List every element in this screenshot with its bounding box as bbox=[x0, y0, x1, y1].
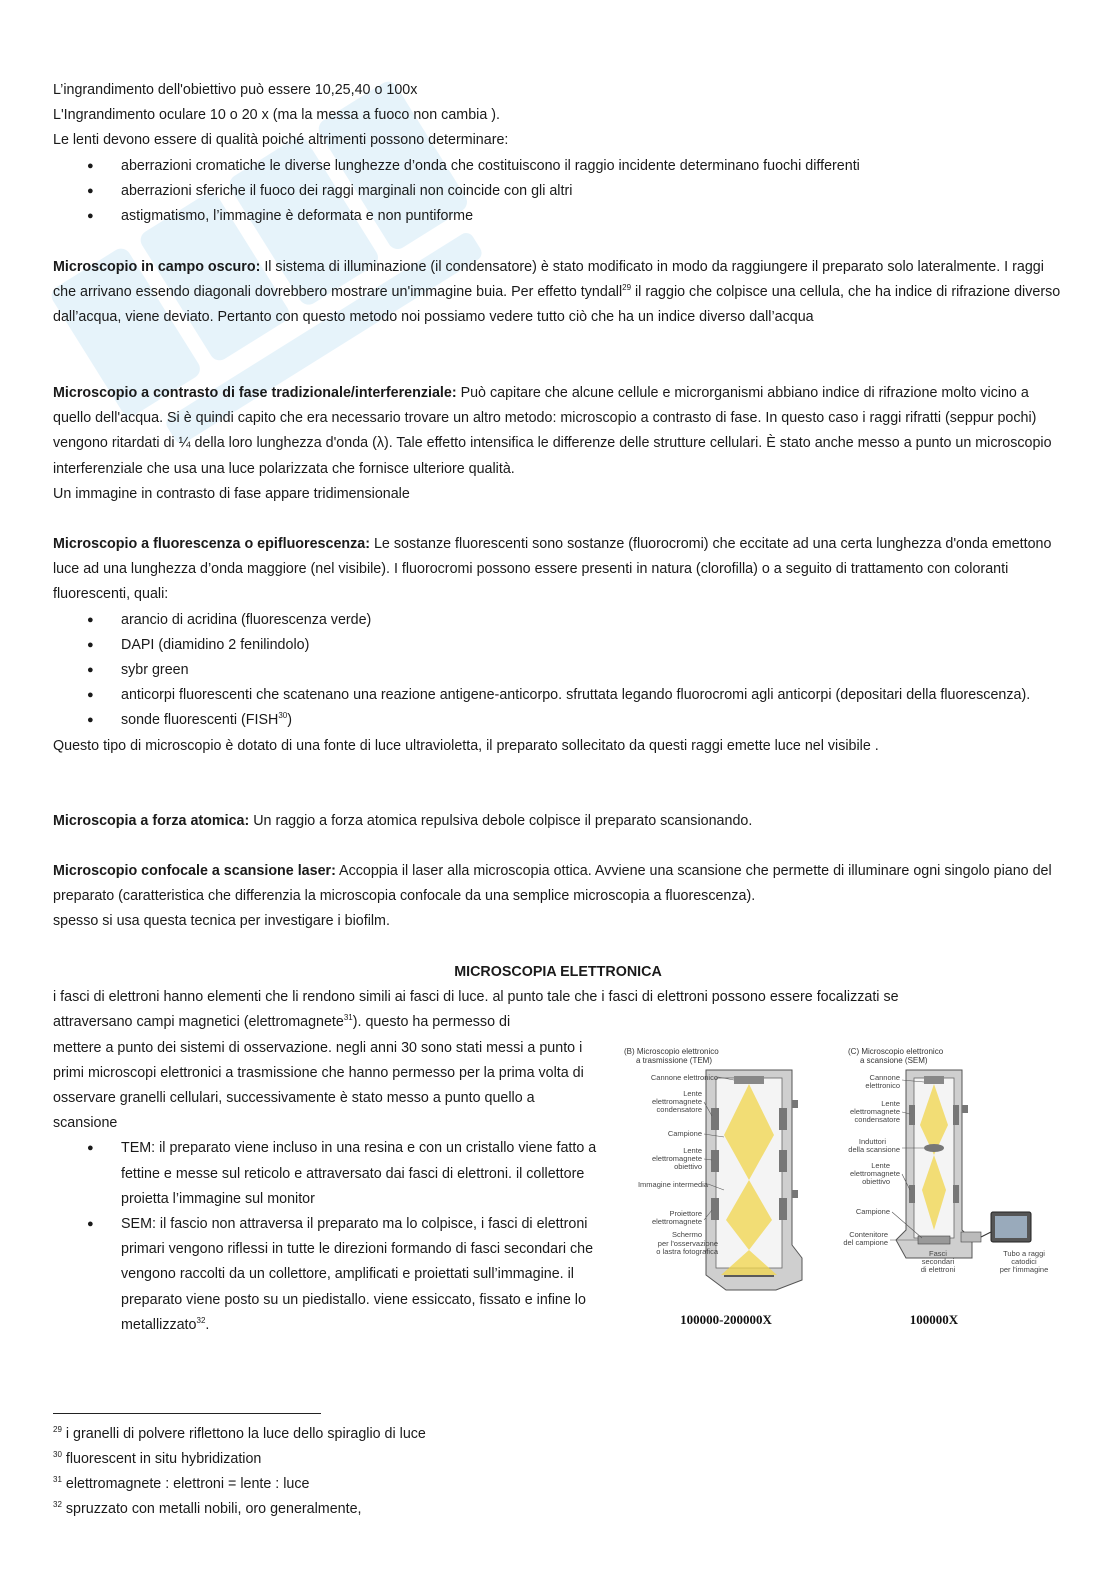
dark-field-section bbox=[53, 255, 1063, 331]
tem-label: Lente bbox=[683, 1089, 702, 1098]
aberration-list bbox=[53, 154, 1063, 230]
footnote-30 bbox=[53, 1447, 753, 1472]
confocal-text: Accoppia il laser alla microscopia ottica. Avviene una scansione che permette di illuminare ogni singolo piano del preparato (caratteristica che differenzia la microscopia confocale da una semplice microscopia a fluorescenza). bbox=[53, 863, 1052, 905]
list-item: ● arancio di acridina (fluorescenza verde) bbox=[53, 608, 1063, 633]
sem-label: Campione bbox=[855, 1207, 890, 1216]
tem-label: elettromagnete bbox=[651, 1154, 702, 1163]
footnote-text: fluorescent in situ hybridization bbox=[61, 1451, 262, 1467]
tem-label: o lastra fotografica bbox=[656, 1247, 718, 1256]
electron-line-2a: attraversano campi magnetici (elettromagnete bbox=[53, 1014, 344, 1031]
sem-label: Induttori bbox=[858, 1137, 886, 1146]
sem-label: per l'immagine bbox=[999, 1265, 1049, 1274]
footnote-ref-31: 31 bbox=[343, 1013, 353, 1023]
sem-label: elettromagnete bbox=[849, 1107, 900, 1116]
tem-label: Campione bbox=[667, 1129, 702, 1138]
footnote-text: i granelli di polvere riflettono la luce dello spiraglio di luce bbox=[61, 1426, 426, 1442]
footnote-32 bbox=[53, 1497, 753, 1522]
footnote-29 bbox=[53, 1422, 753, 1447]
afm-section bbox=[53, 809, 1063, 834]
fish-text: sonde fluorescenti (FISH bbox=[121, 712, 279, 729]
afm-title: Microscopia a forza atomica: bbox=[53, 813, 250, 829]
tem-label: condensatore bbox=[656, 1105, 702, 1114]
electron-microscope-list bbox=[53, 1136, 598, 1338]
sem-title-1: (C) Microscopio elettronico bbox=[848, 1047, 944, 1056]
sem-label: Contenitore bbox=[849, 1230, 888, 1239]
sem-column bbox=[896, 1070, 1031, 1258]
sem-label: Lente bbox=[881, 1099, 900, 1108]
footnote-ref-29: 29 bbox=[622, 283, 632, 293]
confocal-section bbox=[53, 859, 1063, 935]
phase-contrast-section bbox=[53, 381, 1063, 507]
sem-text: SEM: il fascio non attraversa il preparato ma lo colpisce, i fasci di elettroni primari vengono riflessi in tutte le direzioni formando di fasci secondari che vengono raccolti da un collettore, amplificati e proiettati sull’immagine. il preparato viene posto su un piedistallo. viene essiccato, fissato e infine lo metallizzato bbox=[121, 1216, 594, 1333]
sem-label: secondari bbox=[921, 1257, 955, 1266]
sem-label: di elettroni bbox=[920, 1265, 956, 1274]
sem-item bbox=[53, 1212, 598, 1338]
tem-label: Proiettore bbox=[669, 1209, 702, 1218]
tem-column bbox=[706, 1070, 802, 1290]
footnote-ref-30: 30 bbox=[278, 711, 288, 721]
objective-magnification-line: L’ingrandimento dell'obiettivo può essere 10,25,40 o 100x bbox=[53, 82, 418, 98]
sem-title-2: a scansione (SEM) bbox=[860, 1056, 928, 1065]
fluorescence-title: Microscopio a fluorescenza o epifluorescenza: bbox=[53, 536, 370, 552]
tem-item: ● TEM: il preparato viene incluso in una resina e con un cristallo viene fatto a fettine e messe sul reticolo e attraversato dai fasci di elettroni. il collettore proietta l’immagine sul monitor bbox=[53, 1136, 598, 1212]
sem-label: elettronico bbox=[865, 1081, 900, 1090]
footnote-text: spruzzato con metalli nobili, oro generalmente, bbox=[61, 1501, 362, 1517]
afm-text: Un raggio a forza atomica repulsiva debole colpisce il preparato scansionando. bbox=[249, 813, 753, 829]
sem-label: obiettivo bbox=[862, 1177, 890, 1186]
confocal-title: Microscopio confocale a scansione laser: bbox=[53, 863, 336, 879]
tem-label: per l'osservazione bbox=[657, 1239, 718, 1248]
list-item: ● sybr green bbox=[53, 658, 1063, 683]
footnote-number: 29 bbox=[53, 1425, 62, 1435]
footnote-number: 31 bbox=[53, 1475, 62, 1485]
list-item: ● anticorpi fluorescenti che scatenano una reazione antigene-anticorpo. sfruttata legando fluorocromi agli anticorpi (depositari della fluorescenza). bbox=[53, 683, 1063, 708]
ocular-magnification-line: L'Ingrandimento oculare 10 o 20 x (ma la messa a fuoco non cambia ). bbox=[53, 107, 500, 124]
tem-caption: 100000-200000X bbox=[680, 1312, 772, 1327]
fish-close: ) bbox=[287, 712, 293, 729]
list-item bbox=[53, 708, 1063, 733]
tem-label: Lente bbox=[683, 1146, 702, 1155]
intro-section bbox=[53, 78, 1063, 229]
sem-label: condensatore bbox=[854, 1115, 900, 1124]
sem-label: Fasci bbox=[929, 1249, 947, 1258]
footnote-divider bbox=[53, 1413, 321, 1414]
electron-line-1: i fasci di elettroni hanno elementi che li rendono simili ai fasci di luce. al punto tale che i fasci di elettroni possono essere focalizzati se bbox=[53, 989, 899, 1006]
sem-caption: 100000X bbox=[909, 1312, 959, 1327]
biofilm-line: spesso si usa questa tecnica per investigare i biofilm. bbox=[53, 913, 390, 930]
footnote-31 bbox=[53, 1472, 753, 1497]
sem-label: Lente bbox=[871, 1161, 890, 1170]
sem-label: della scansione bbox=[848, 1145, 900, 1154]
tem-title-1: (B) Microscopio elettronico bbox=[624, 1047, 719, 1056]
sem-end: . bbox=[205, 1316, 210, 1333]
tem-label: Schermo bbox=[671, 1230, 702, 1239]
uv-source-line: Questo tipo di microscopio è dotato di una fonte di luce ultravioletta, il preparato sollecitato da questi raggi emette luce nel visibile . bbox=[53, 737, 879, 754]
list-item: ● aberrazioni sferiche il fuoco dei raggi marginali non coincide con gli altri bbox=[53, 179, 1063, 204]
electron-heading: MICROSCOPIA ELETTRONICA bbox=[454, 964, 662, 980]
footnotes bbox=[53, 1413, 753, 1522]
electron-microscope-figure bbox=[606, 1040, 1061, 1330]
fluorochrome-list bbox=[53, 608, 1063, 734]
phase-contrast-text: Può capitare che alcune cellule e microrganismi abbiano indice di rifrazione molto vicino a quello dell'acqua. Si è quindi capito che era necessario trovare un altro metodo: microscopio a contrasto di fase. In questo caso i raggi rifratti (seppur pochi) vengono ritardati di ¼ della loro lunghezza d'onda (λ). Tale effetto intensifica le differenze delle strutture cellulari. È stato anche messo a punto un microscopio interferenziale che usa una luce polarizzata che fornisce ulteriore qualità. bbox=[53, 385, 1052, 477]
footnote-number: 30 bbox=[53, 1450, 62, 1460]
sem-label: catodici bbox=[1011, 1257, 1037, 1266]
footnote-ref-32: 32 bbox=[196, 1316, 206, 1326]
fluorescence-text: Le sostanze fluorescenti sono sostanze (fluorocromi) che eccitate ad una certa lunghezza d'onda emettono luce ad una lunghezza d’onda maggiore (nel visibile). I fluorocromi possono essere presenti in natura (clorofilla) o a seguito di trattamento con coloranti fluorescenti, quali: bbox=[53, 536, 1052, 603]
tem-title-2: a trasmissione (TEM) bbox=[636, 1056, 713, 1065]
list-item: ● astigmatismo, l’immagine è deformata e non puntiforme bbox=[53, 204, 1063, 229]
tem-label: Cannone elettronico bbox=[650, 1073, 718, 1082]
sem-label: Tubo a raggi bbox=[1003, 1249, 1045, 1258]
tem-label: obiettivo bbox=[674, 1162, 702, 1171]
electron-history: mettere a punto dei sistemi di osservazione. negli anni 30 sono stati messi a punto i primi microscopi elettronici a trasmissione che hanno permesso per la prima volta di osservare granelli cellulari, successivamente è stato messo a punto quello a scansione bbox=[53, 1039, 584, 1132]
electron-line-2b: ). questo ha permesso di bbox=[352, 1014, 511, 1031]
dark-field-text-1: Il sistema di illuminazione (il condensatore) è stato modificato in modo da raggiungere il preparato solo lateralmente. I raggi che arrivano essendo diagonali dovrebbero mostrare un'immagine buia. Per effetto tyndall bbox=[53, 259, 1044, 301]
list-item: ● aberrazioni cromatiche le diverse lunghezze d’onda che costituiscono il raggio incidente determinano fuochi differenti bbox=[53, 154, 1063, 179]
figure-svg bbox=[606, 1040, 1061, 1330]
phase-contrast-title: Microscopio a contrasto di fase tradizionale/interferenziale: bbox=[53, 385, 457, 401]
sem-label: Cannone bbox=[869, 1073, 900, 1082]
dark-field-title: Microscopio in campo oscuro: bbox=[53, 259, 261, 275]
list-item: ● DAPI (diamidino 2 fenilindolo) bbox=[53, 633, 1063, 658]
phase-contrast-line: Un immagine in contrasto di fase appare tridimensionale bbox=[53, 485, 410, 502]
sem-label: elettromagnete bbox=[849, 1169, 900, 1178]
tem-label: elettromagnete bbox=[651, 1217, 702, 1226]
tem-label: Immagine intermedia bbox=[637, 1180, 708, 1189]
footnote-text: elettromagnete : elettroni = lente : luce bbox=[61, 1476, 310, 1492]
tem-label: elettromagnete bbox=[651, 1097, 702, 1106]
footnote-number: 32 bbox=[53, 1500, 62, 1510]
fluorescence-section bbox=[53, 532, 1063, 759]
dark-field-text-2: il raggio che colpisce una cellula, che ha indice di rifrazione diverso dall’acqua, viene deviato. Pertanto con questo metodo noi possiamo vedere tutto ciò che ha un indice diverso dall’acqua bbox=[53, 284, 1061, 326]
lens-quality-line: Le lenti devono essere di qualità poiché altrimenti possono determinare: bbox=[53, 132, 509, 149]
sem-label: del campione bbox=[843, 1238, 888, 1247]
